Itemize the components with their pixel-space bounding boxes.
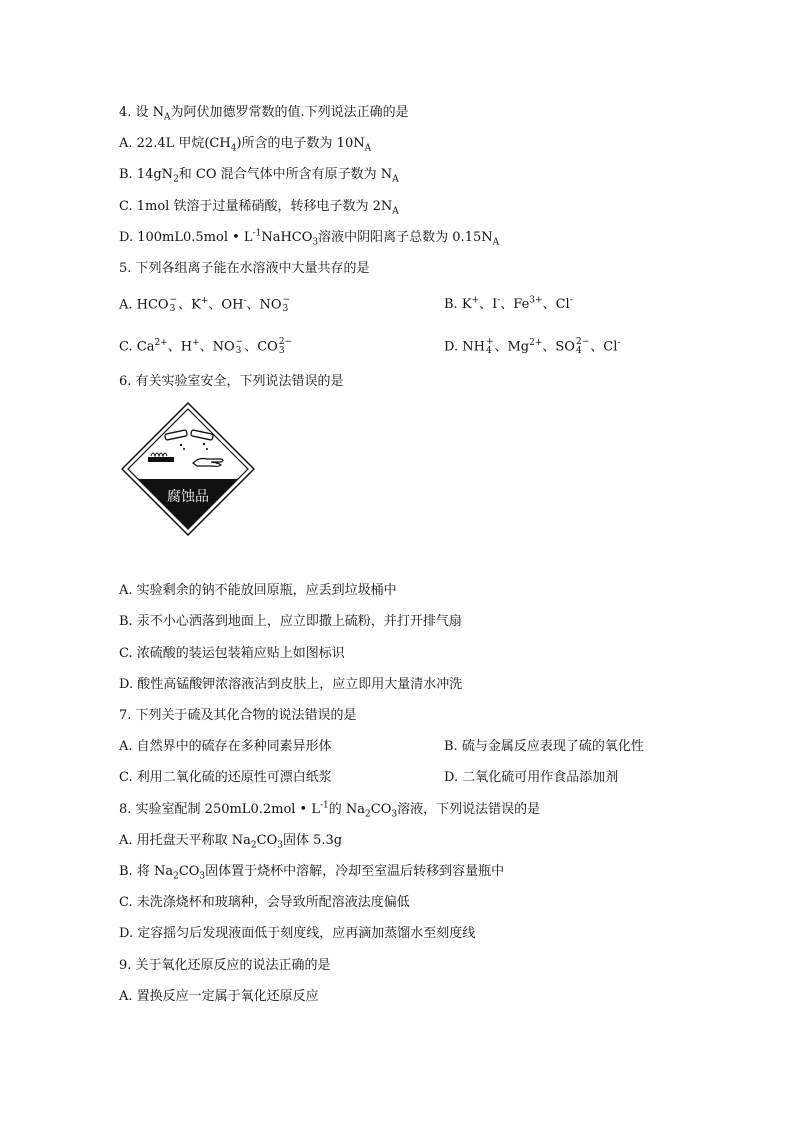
q5-option-d: D. NH + 4 、$Mg^{2+}$、SO 2− 4 、Cl- [444, 337, 621, 356]
q8-option-a: A. 用托盘天平称取 $Na_2CO_3$固体 5.3g [119, 833, 343, 851]
q6-stem: 6. 有关实验室安全，下列说法错误的是 [119, 374, 344, 389]
q4-stem: 4. 设 $N_A$为阿伏加德罗常数的值.下列说法正确的是 [119, 105, 409, 123]
q7-stem: 7. 下列关于硫及其化合物的说法错误的是 [119, 708, 357, 723]
corrosive-hazard-sign [121, 402, 255, 536]
q7-option-d: D. 二氧化硫可用作食品添加剂 [444, 770, 619, 785]
q7-option-b: B. 硫与金属反应表现了硫的氧化性 [444, 739, 644, 754]
q9-stem: 9. 关于氧化还原反应的说法正确的是 [119, 958, 331, 973]
q5-option-a: A. HCO − 3 、K+、OH-、NO − 3 [119, 295, 291, 314]
q8-option-c: C. 未洗涤烧杯和玻璃种，会导致所配溶液法度偏低 [119, 895, 410, 910]
q8-stem: 8. 实验室配制 250mL0.2mol • $L^{-1}$的 $Na_2CO_3$溶液，下列说法错误的是 [119, 800, 541, 820]
q4-option-d: D. 100mL0.5mol • $L^{-1}NaHCO_3$溶液中阴阳离子总数为 $0.15N_A$ [119, 228, 500, 248]
q8-option-b: B. 将 $Na_2CO_3$固体置于烧杯中溶解，冷却至室温后转移到容量瓶中 [119, 864, 505, 882]
q5-option-b: B. K+、I-、$Fe^{3+}$、Cl- [444, 295, 573, 312]
q5-option-c: C. $Ca^{2+}$、H+、NO − 3 、CO 2− 3 [119, 337, 293, 356]
q7-option-a: A. 自然界中的硫存在多种同素异形体 [119, 739, 332, 754]
q6-option-a: A. 实验剩余的钠不能放回原瓶，应丢到垃圾桶中 [119, 583, 397, 598]
q5-stem: 5. 下列各组离子能在水溶液中大量共存的是 [119, 261, 370, 276]
q7-option-c: C. 利用二氧化硫的还原性可漂白纸浆 [119, 770, 332, 785]
q4-option-c: C. 1mol 铁溶于过量稀硝酸，转移电子数为 $2N_A$ [119, 199, 399, 217]
q8-option-d: D. 定容摇匀后发现液面低于刻度线，应再滴加蒸馏水至刻度线 [119, 926, 476, 941]
q4-option-a: A. 22.4L 甲烷$(CH_4)$所含的电子数为 $10N_A$ [119, 136, 372, 154]
q6-option-b: B. 汞不小心洒落到地面上，应立即撒上硫粉，并打开排气扇 [119, 614, 462, 629]
q9-option-a: A. 置换反应一定属于氧化还原反应 [119, 989, 319, 1004]
corroded-surface-icon [148, 457, 174, 462]
sign-label: 腐蚀品 [167, 489, 209, 505]
q6-option-d: D. 酸性高锰酸钾浓溶液沾到皮肤上，应立即用大量清水冲洗 [119, 677, 463, 692]
q6-option-c: C. 浓硫酸的装运包装箱应贴上如图标识 [119, 646, 345, 661]
q4-option-b: B. $14gN_2$和 CO 混合气体中所含有原子数为 $N_A$ [119, 167, 399, 185]
